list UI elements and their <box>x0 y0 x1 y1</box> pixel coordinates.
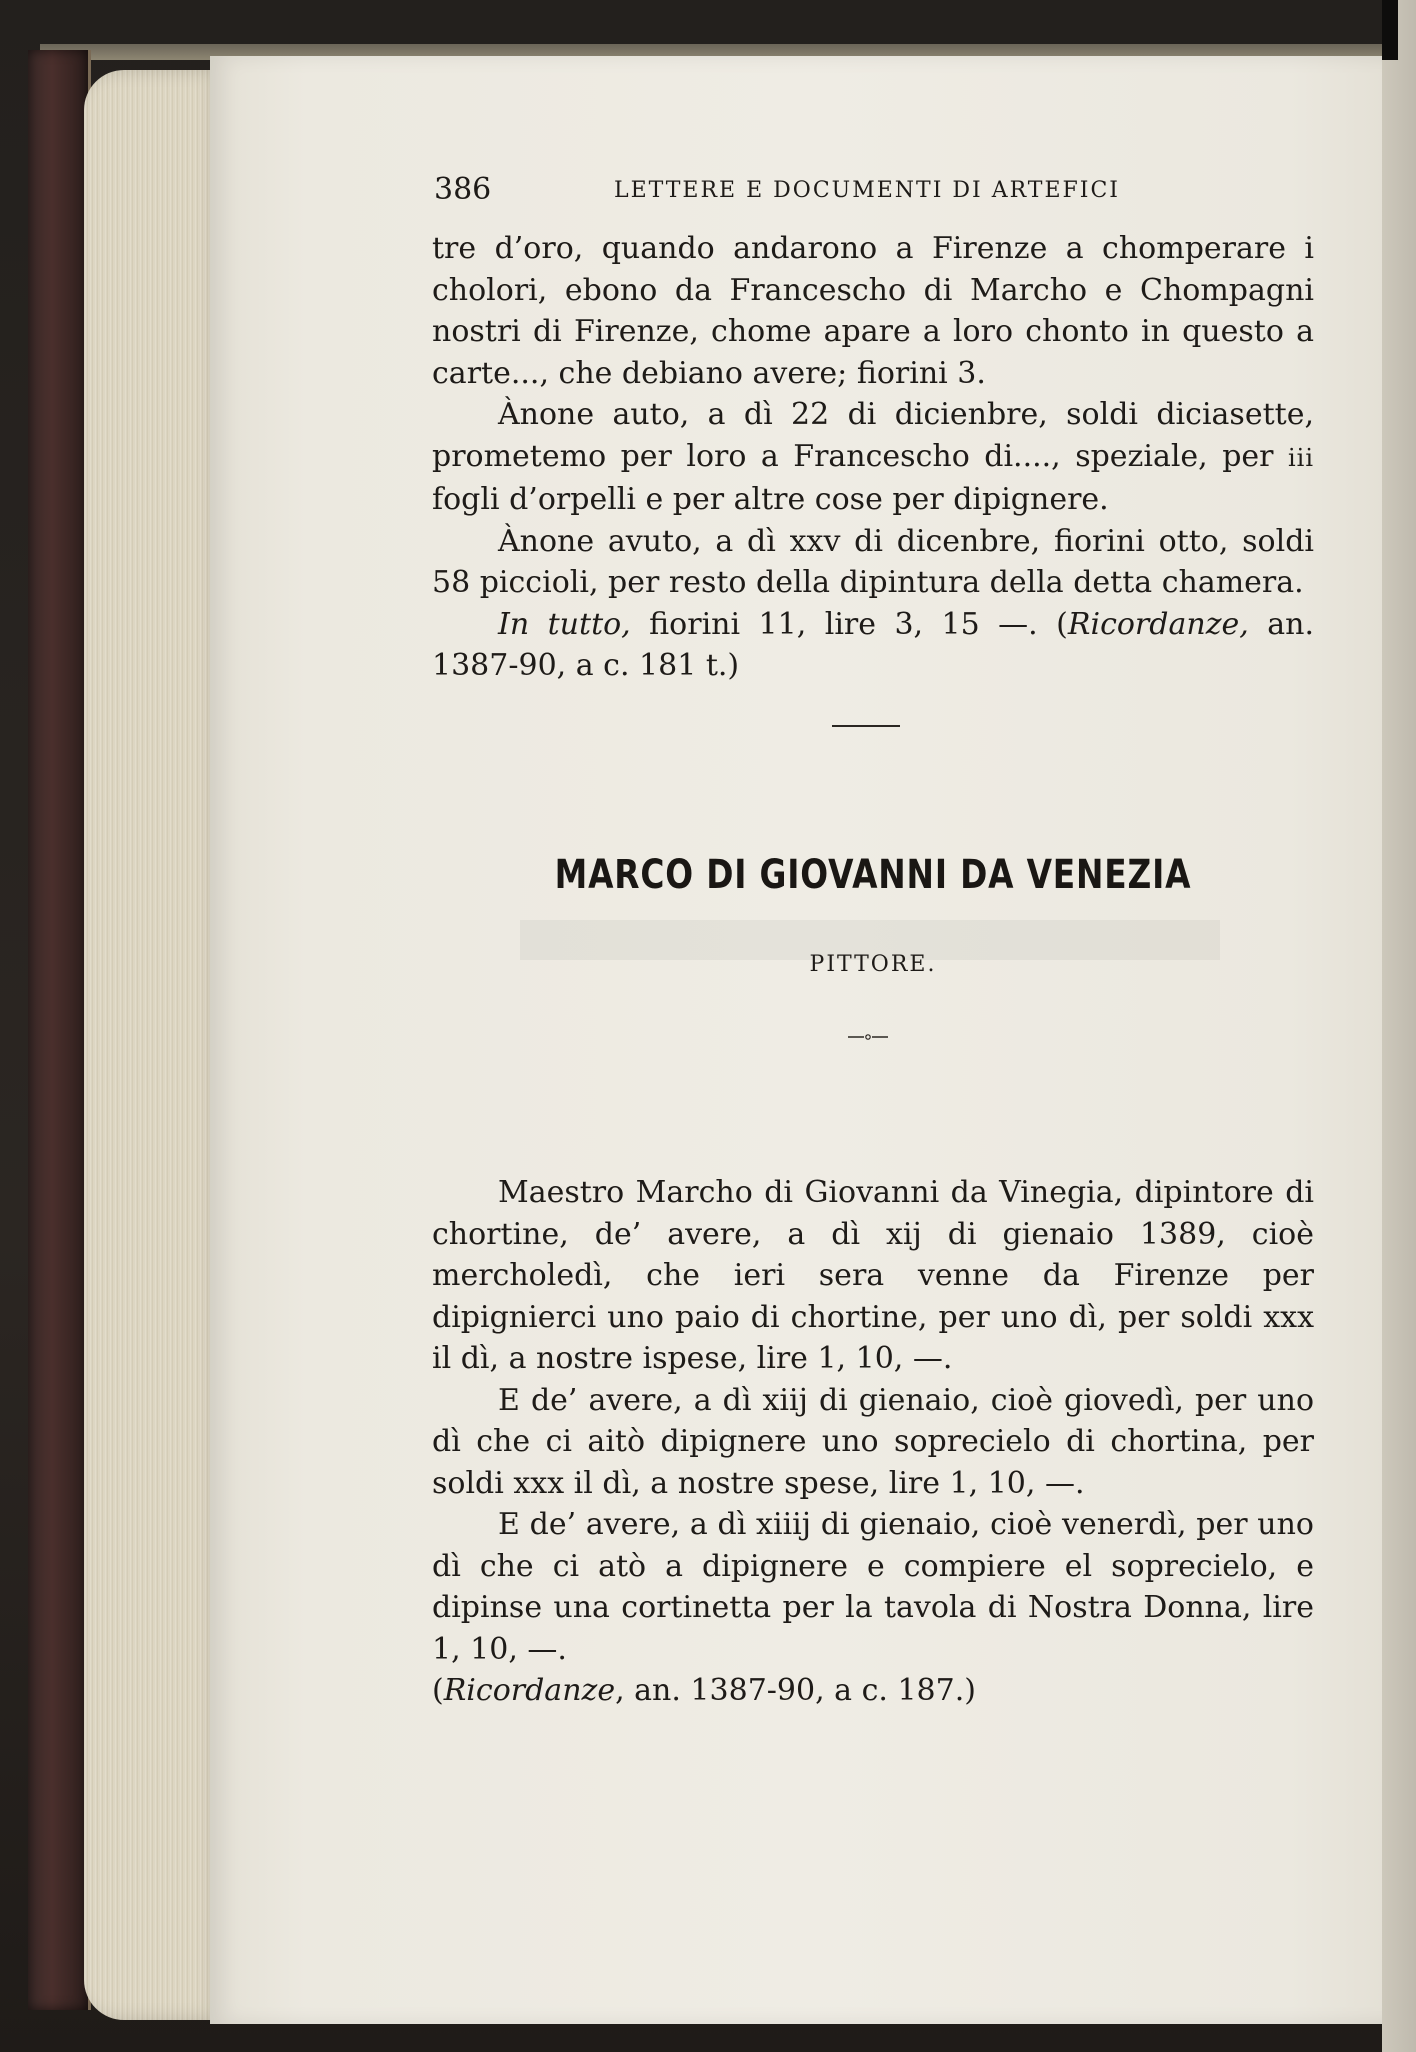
facing-page-edge <box>1382 0 1416 2052</box>
paragraph-total: In tutto, fiorini 11, lire 3, 15 —. (Ricordanze, an. 1387-90, a c. 181 t.) <box>432 606 1314 683</box>
paragraph: E de’ avere, a dì xiij di gienaio, cioè giovedì, per uno dì che ci aitò dipignere uno soprecielo di chortina, per soldi xxx il dì, a nostre spese, lire 1, 10, —. <box>432 1382 1314 1501</box>
citation: (Ricordanze, an. 1387-90, a c. 187.) <box>432 1673 976 1708</box>
text-block-previous-entry <box>432 228 1314 687</box>
page-fore-edge <box>84 70 224 2020</box>
section-divider <box>832 725 900 727</box>
book-cover-left <box>28 50 91 2010</box>
section-subtitle: PITTORE. <box>809 952 937 977</box>
text-block-marco-entry <box>432 1172 1314 1712</box>
section-title: MARCO DI GIOVANNI DA VENEZIA <box>554 852 1192 898</box>
paragraph: Ànone auto, a dì 22 di dicienbre, soldi diciasette, prometemo per loro a Francescho di...., speziale, per iii fogli d’orpelli e per altre cose per dipignere. <box>432 397 1314 517</box>
page-number: 386 <box>434 172 492 207</box>
paragraph: tre d’oro, quando andarono a Firenze a chomperare i cholori, ebono da Francescho di Marcho e Chompagni nostri di Firenze, chome apare a loro chonto in questo a carte..., che debiano avere; fiorini 3. <box>432 231 1314 391</box>
ornament-icon <box>848 1034 888 1040</box>
paragraph: Maestro Marcho di Giovanni da Vinegia, dipintore di chortine, de’ avere, a dì xij di gienaio 1389, cioè mercholedì, che ieri sera venne da Firenze per dipignierci uno paio di chortine, per uno dì, per soldi xxx il dì, a nostre ispese, lire 1, 10, —. <box>432 1175 1314 1376</box>
running-head <box>434 172 1284 212</box>
running-head-title: LETTERE E DOCUMENTI DI ARTEFICI <box>614 178 1120 203</box>
paragraph: Ànone avuto, a dì xxv di dicenbre, fiorini otto, soldi 58 piccioli, per resto della dipintura della detta chamera. <box>432 523 1314 600</box>
paragraph: E de’ avere, a dì xiiij di gienaio, cioè venerdì, per uno dì che ci atò a dipignere e compiere el soprecielo, e dipinse una cortinetta per la tavola di Nostra Donna, lire 1, 10, —. <box>432 1507 1314 1667</box>
background-gap <box>1382 0 1398 60</box>
